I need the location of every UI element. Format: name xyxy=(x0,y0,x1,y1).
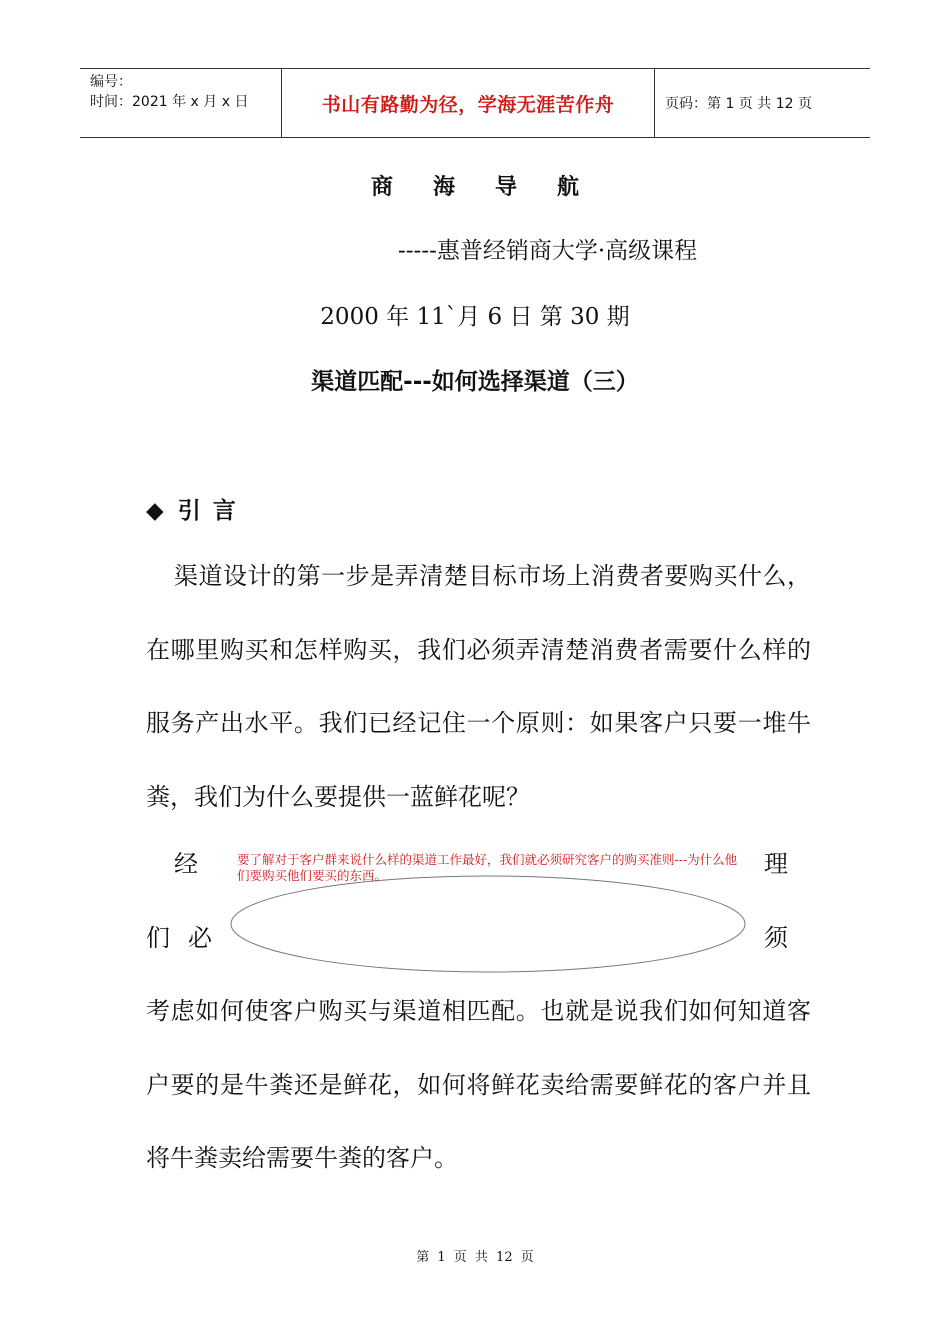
diamond-bullet-icon: ◆ xyxy=(146,498,164,524)
header-slogan-cell xyxy=(281,69,655,137)
intro-heading-text: 引言 xyxy=(177,498,248,524)
doc-title: 商海导航 xyxy=(370,175,619,200)
number-label: 编号： xyxy=(90,74,132,90)
text-fragment-men-bi: 们必 xyxy=(146,924,230,952)
header-meta xyxy=(80,69,280,137)
callout-annotation xyxy=(230,838,750,973)
intro-paragraph-2: 考虑如何使客户购买与渠道相匹配。也就是说我们如何知道客户要的是牛粪还是鲜花，如何将鲜花卖给需要鲜花的客户并且将牛粪卖给需要牛粪的客户。 xyxy=(146,997,811,1172)
text-fragment-xu: 须 xyxy=(764,924,788,952)
section-title: 渠道匹配---如何选择渠道（三） xyxy=(311,369,639,395)
header-slogan: 书山有路勤为径，学海无涯苦作舟 xyxy=(321,93,615,116)
intro-heading xyxy=(146,492,248,525)
page-footer: 第 1 页 共 12 页 xyxy=(416,1250,534,1265)
text-fragment-li: 理 xyxy=(764,850,788,878)
header-table xyxy=(80,68,870,138)
doc-subtitle: -----惠普经销商大学·高级课程 xyxy=(398,238,698,264)
callout-text: 要了解对于客户群来说什么样的渠道工作最好，我们就必须研究客户的购买准则---为什么他们要购买他们要买的东西。 xyxy=(237,852,738,883)
time-label: 时间：2021 年 x 月 x 日 xyxy=(90,94,249,110)
text-fragment-jing: 经 xyxy=(174,850,198,878)
doc-date-issue: 2000 年 11`月 6 日 第 30 期 xyxy=(320,304,630,330)
intro-paragraph-1: 渠道设计的第一步是弄清楚目标市场上消费者要购买什么，在哪里购买和怎样购买，我们必须弄清楚消费者需要什么样的服务产出水平。我们已经记住一个原则：如果客户只要一堆牛粪，我们为什么要提供一蓝鲜花呢？ xyxy=(146,562,811,811)
header-page-info: 页码：第 1 页 共 12 页 xyxy=(665,96,812,112)
